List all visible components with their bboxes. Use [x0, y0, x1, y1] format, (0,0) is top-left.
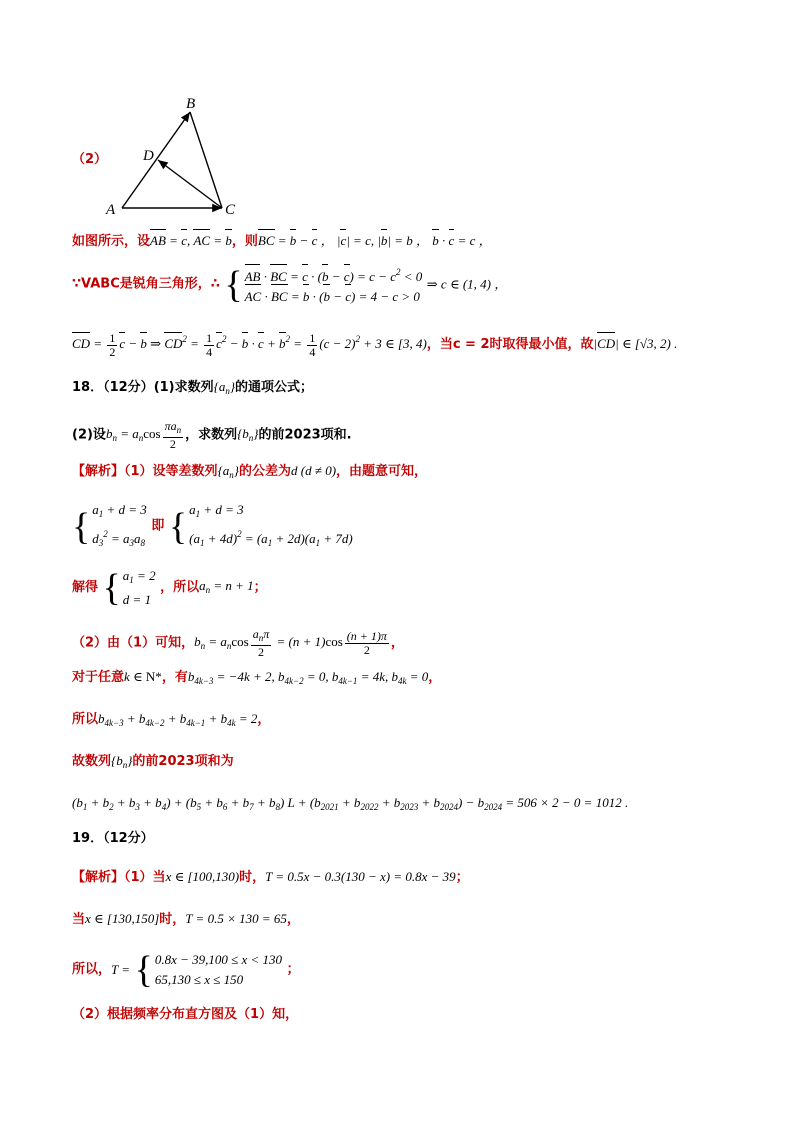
- figure-label: （2）: [72, 152, 108, 167]
- acute-text: ∵VABC是锐角三角形，∴: [72, 276, 220, 292]
- analysis-tag: 【解析】: [72, 464, 125, 479]
- sum-text-tail: 的前2023项和为: [132, 754, 234, 769]
- analysis-1c-text: ，由题意可知，: [336, 464, 428, 479]
- seq-bn: $\{b_n\}$: [237, 426, 259, 444]
- case2-range: x ∈ [130,150]: [85, 911, 160, 926]
- point-c-label: C: [225, 202, 236, 218]
- q19-piecewise: 所以，T = { 0.8x − 39,100 ≤ x < 130 65,130 ≤ x ≤ 150 ；: [72, 949, 300, 991]
- cd-range: |CD| ∈ [√3, 2) .: [593, 336, 678, 351]
- an-formula: $a_n = n + 1$: [199, 578, 254, 595]
- q19-part2-text: （2）根据频率分布直方图及（1）知，: [72, 1007, 299, 1022]
- q18-score: （12分）: [103, 380, 154, 395]
- vector-bc: BC = b − c ， |c| = c, |b| = b ， b · c = c ，: [257, 233, 492, 248]
- have-text: ，有: [161, 670, 188, 685]
- so-text: ，所以: [160, 580, 200, 595]
- q19-number: 19．: [72, 831, 104, 846]
- q19-so-text: 所以，: [72, 962, 112, 977]
- q18-solve: 解得 { $a_1 = 2$ d = 1 ，所以$a_n = n + 1$；: [72, 567, 267, 609]
- b-group-sum: $b_{4k-3} + b_{4k-2} + b_{4k-1} + b_{4k} = 2$: [98, 711, 258, 728]
- part2-intro-line: [72, 232, 492, 251]
- system-1: { $a_1 + d = 3$ $d_3^2 = a_3a_8$: [72, 502, 147, 548]
- solve-system: { $a_1 = 2$ d = 1: [102, 567, 156, 609]
- step2-text: （2）由（1）可知，: [72, 635, 195, 651]
- side-bc: [190, 112, 222, 208]
- q19-header: [72, 830, 154, 848]
- solve-text: 解得: [72, 580, 99, 595]
- q18-part2: [72, 420, 352, 451]
- common-diff: d (d ≠ 0): [290, 463, 337, 478]
- part2-then-text: ，则: [231, 234, 258, 249]
- part2-intro-text: 如图所示，设: [72, 234, 151, 249]
- analysis-1-text: （1）设等差数列: [124, 464, 218, 479]
- q18-part2-end: 的前2023项和.: [258, 427, 352, 443]
- point-a-label: A: [106, 202, 116, 218]
- bn-definition: $b_n = a_n\cos$ $\frac{\pi a_n}{2}$: [105, 419, 182, 451]
- q18-part2-text: (2)设: [72, 427, 106, 443]
- cd-line: [72, 330, 677, 359]
- q18-system: { $a_1 + d = 3$ $d_3^2 = a_3a_8$ 即 { $a_1 + d = 3$ $(a_1 + 4d)^2 = (a_1 + 2d)(a_1 + 7d)$: [72, 500, 353, 553]
- q18-part1-tail: 的通项公式；: [235, 380, 314, 395]
- q19-case2: 当x ∈ [130,150]时，T = 0.5 × 130 = 65，: [72, 911, 300, 927]
- c-range: ⇒ c ∈ (1, 4) ，: [426, 276, 508, 292]
- q19-part2: [72, 1006, 298, 1024]
- vector-def: AB = c, AC = b: [150, 233, 232, 248]
- k-in-n: k ∈ N*: [124, 669, 162, 684]
- acute-system: { AB · BC = $c \cdot (b - c) = c - c^2 < 0$ AC · BC = b · (b − c) = 4 − c > 0: [224, 263, 423, 306]
- q18-sum: [72, 752, 234, 774]
- case2-tail: 时，: [159, 912, 186, 927]
- piecewise-system: { 0.8x − 39,100 ≤ x < 130 65,130 ≤ x ≤ 150: [134, 949, 283, 991]
- bn-expand: $b_n = a_n\cos$ $\frac{a_n\pi}{2}$ = (n + 1)cos $\frac{(n + 1)\pi}{2}$: [194, 627, 387, 659]
- acute-line: [72, 262, 507, 307]
- q18-header: [72, 378, 313, 400]
- q18-step2: （2）由（1）可知，$b_n = a_n\cos$ $\frac{a_n\pi}{2}$ = (n + 1)cos $\frac{(n + 1)\pi}{2}$ ，: [72, 627, 404, 659]
- so2-text: 所以: [72, 712, 99, 727]
- seq-an: $\{a_n\}$: [213, 379, 236, 396]
- point-d-label: D: [143, 148, 154, 164]
- q18-so2: 所以$b_{4k-3} + b_{4k-2} + b_{4k-1} + b_{4k} = 2$，: [72, 711, 271, 728]
- triangle-figure: [100, 88, 280, 228]
- sum-formula: $(b_1 + b_2 + b_3 + b_4) + (b_5 + b_6 + b_7 + b_8) L + (b_{2021} + b_{2022} + b_{2023} + b_{2024}) - b_{2024} = 506 \times 2 - 0 = 1012$ .: [72, 795, 629, 812]
- case1-formula: T = 0.5x − 0.3(130 − x) = 0.8x − 39: [265, 869, 456, 884]
- q19-case1: 【解析】（1）当x ∈ [100,130)时，T = 0.5x − 0.3(130 − x) = 0.8x − 39；: [72, 869, 469, 885]
- q18-part2-tail: ，求数列: [185, 427, 238, 443]
- point-b-label: B: [186, 96, 196, 112]
- q18-any-k: 对于任意k ∈ N*，有$b_{4k-3} = -4k + 2$, $b_{4k-2} = 0$, $b_{4k-1} = 4k$, $b_{4k} = 0$，: [72, 669, 442, 686]
- q18-part1: (1)求数列: [153, 380, 214, 395]
- min-text: ，当c = 2时取得最小值，故: [426, 337, 594, 352]
- q19-score: （12分）: [103, 831, 154, 846]
- case1-text: （1）当: [124, 870, 166, 885]
- any-k-text: 对于任意: [72, 670, 125, 685]
- q18-analysis-1: [72, 462, 427, 484]
- seq-bn-2: $\{b_n\}$: [111, 753, 133, 770]
- segment-cd: [158, 160, 222, 208]
- case1-tail: 时，: [239, 870, 266, 885]
- cd-expression: CD = $\frac{1}{2}$ c − b ⇒ $CD^2$ = $\frac{1}{4}$ $c^2 - b \cdot c + b^2$ = $\frac{1}{4}$ $(c - 2)^2 + 3$ ∈ [3, 4): [72, 330, 427, 359]
- b-values: $b_{4k-3} = -4k + 2$, $b_{4k-2} = 0$, $b_{4k-1} = 4k$, $b_{4k} = 0$: [187, 669, 429, 686]
- case1-range: x ∈ [100,130): [165, 869, 240, 884]
- system-2: { $a_1 + d = 3$ $(a_1 + 4d)^2 = (a_1 + 2d)(a_1 + 7d)$: [168, 502, 353, 548]
- side-ab: [122, 112, 190, 208]
- analysis-1b-text: 的公差为: [238, 464, 291, 479]
- q18-number: 18．: [72, 380, 104, 395]
- case2-formula: T = 0.5 × 130 = 65: [185, 911, 287, 926]
- sum-text: 故数列: [72, 754, 112, 769]
- q19-analysis-tag: 【解析】: [72, 870, 125, 885]
- seq-an-2: $\{a_n\}$: [217, 463, 239, 480]
- q18-sum-formula: [72, 794, 628, 816]
- case2-text: 当: [72, 912, 86, 927]
